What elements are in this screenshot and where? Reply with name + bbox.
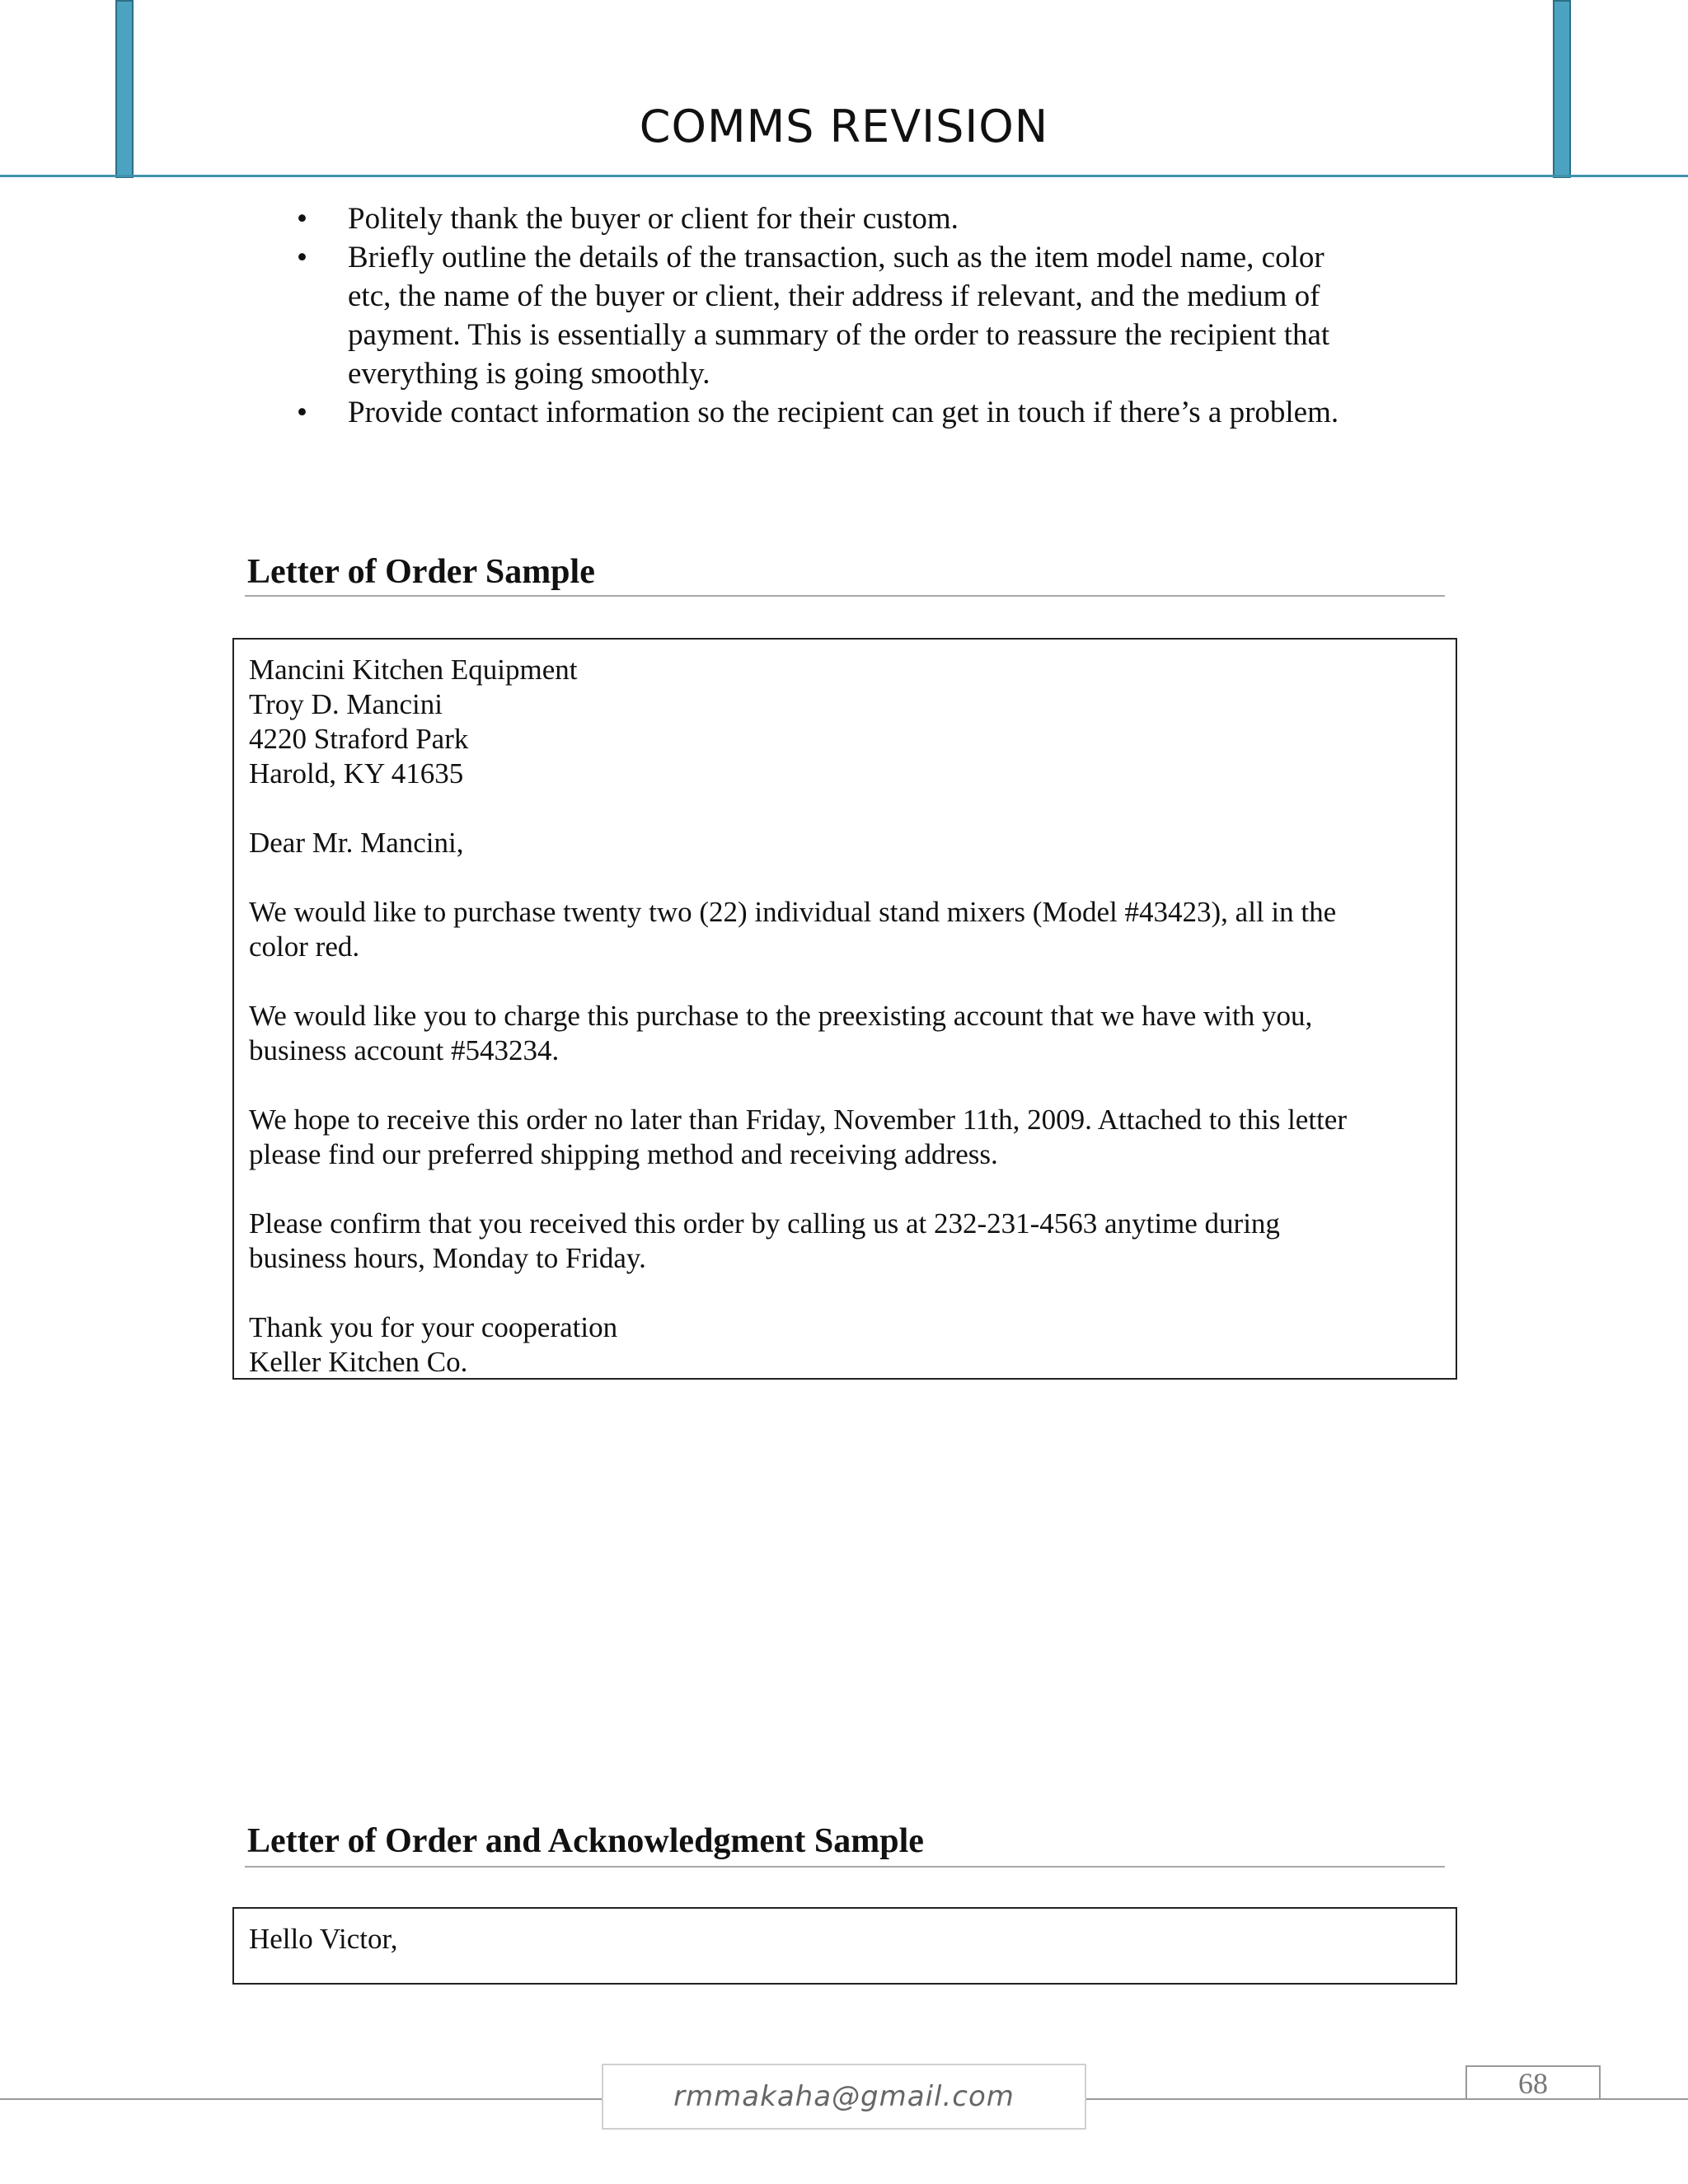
paragraph-line: We would like you to charge this purchase to the preexisting account that we have with you, (249, 1000, 1313, 1032)
section-heading-order-acknowledgment: Letter of Order and Acknowledgment Sample (247, 1822, 924, 1860)
section-divider (245, 1866, 1445, 1868)
paragraph-line: business account #543234. (249, 1034, 560, 1066)
guidelines-list (297, 199, 1442, 432)
header-divider (0, 175, 1688, 177)
section-divider (245, 595, 1445, 597)
section-heading-letter-of-order: Letter of Order Sample (247, 553, 595, 591)
salutation (249, 1922, 1441, 1957)
paragraph-line: business hours, Monday to Friday. (249, 1242, 646, 1274)
list-item (297, 199, 1442, 238)
address-line: 4220 Straford Park (249, 723, 469, 755)
letter-closing (249, 1310, 1441, 1380)
list-item-text: Politely thank the buyer or client for their custom. (348, 202, 959, 236)
letter-paragraph (249, 1103, 1441, 1172)
page-header-title: COMMS REVISION (639, 101, 1049, 152)
closing-line: Keller Kitchen Co. (249, 1346, 468, 1378)
address-line: Harold, KY 41635 (249, 757, 464, 790)
letter-of-order-box (232, 638, 1457, 1380)
paragraph-line: Please confirm that you received this order by calling us at 232-231-4563 anytime during (249, 1207, 1280, 1240)
list-item (297, 238, 1442, 393)
bullet-icon: • (297, 241, 307, 274)
list-item (297, 393, 1442, 432)
page-number: 68 (1465, 2065, 1601, 2098)
recipient-address (249, 653, 1441, 791)
address-line: Mancini Kitchen Equipment (249, 654, 578, 686)
paragraph-line: We hope to receive this order no later than Friday, November 11th, 2009. Attached to this letter (249, 1104, 1347, 1136)
paragraph-line: color red. (249, 930, 360, 963)
salutation-text: Hello Victor, (249, 1923, 398, 1955)
list-item-text: everything is going smoothly. (348, 357, 710, 391)
footer-divider-left (0, 2098, 602, 2100)
acknowledgment-letter-box (232, 1907, 1457, 1985)
bullet-icon: • (297, 202, 307, 236)
closing-line: Thank you for your cooperation (249, 1311, 618, 1343)
list-item-text: Provide contact information so the recipient can get in touch if there’s a problem. (348, 396, 1339, 429)
list-item-text: etc, the name of the buyer or client, their address if relevant, and the medium of (348, 279, 1320, 313)
salutation-text: Dear Mr. Mancini, (249, 827, 464, 859)
paragraph-line: We would like to purchase twenty two (22) individual stand mixers (Model #43423), all in the (249, 896, 1337, 928)
letter-paragraph (249, 895, 1441, 964)
salutation (249, 826, 1441, 860)
footer-divider-right (1086, 2098, 1688, 2100)
footer-email: rmmakaha@gmail.com (602, 2064, 1086, 2130)
letter-paragraph (249, 1207, 1441, 1276)
paragraph-line: please find our preferred shipping method and receiving address. (249, 1138, 998, 1170)
letter-paragraph (249, 999, 1441, 1068)
list-item-text: payment. This is essentially a summary of the order to reassure the recipient that (348, 318, 1330, 352)
bullet-icon: • (297, 396, 307, 429)
list-item-text: Briefly outline the details of the transaction, such as the item model name, color (348, 241, 1325, 274)
address-line: Troy D. Mancini (249, 688, 443, 720)
